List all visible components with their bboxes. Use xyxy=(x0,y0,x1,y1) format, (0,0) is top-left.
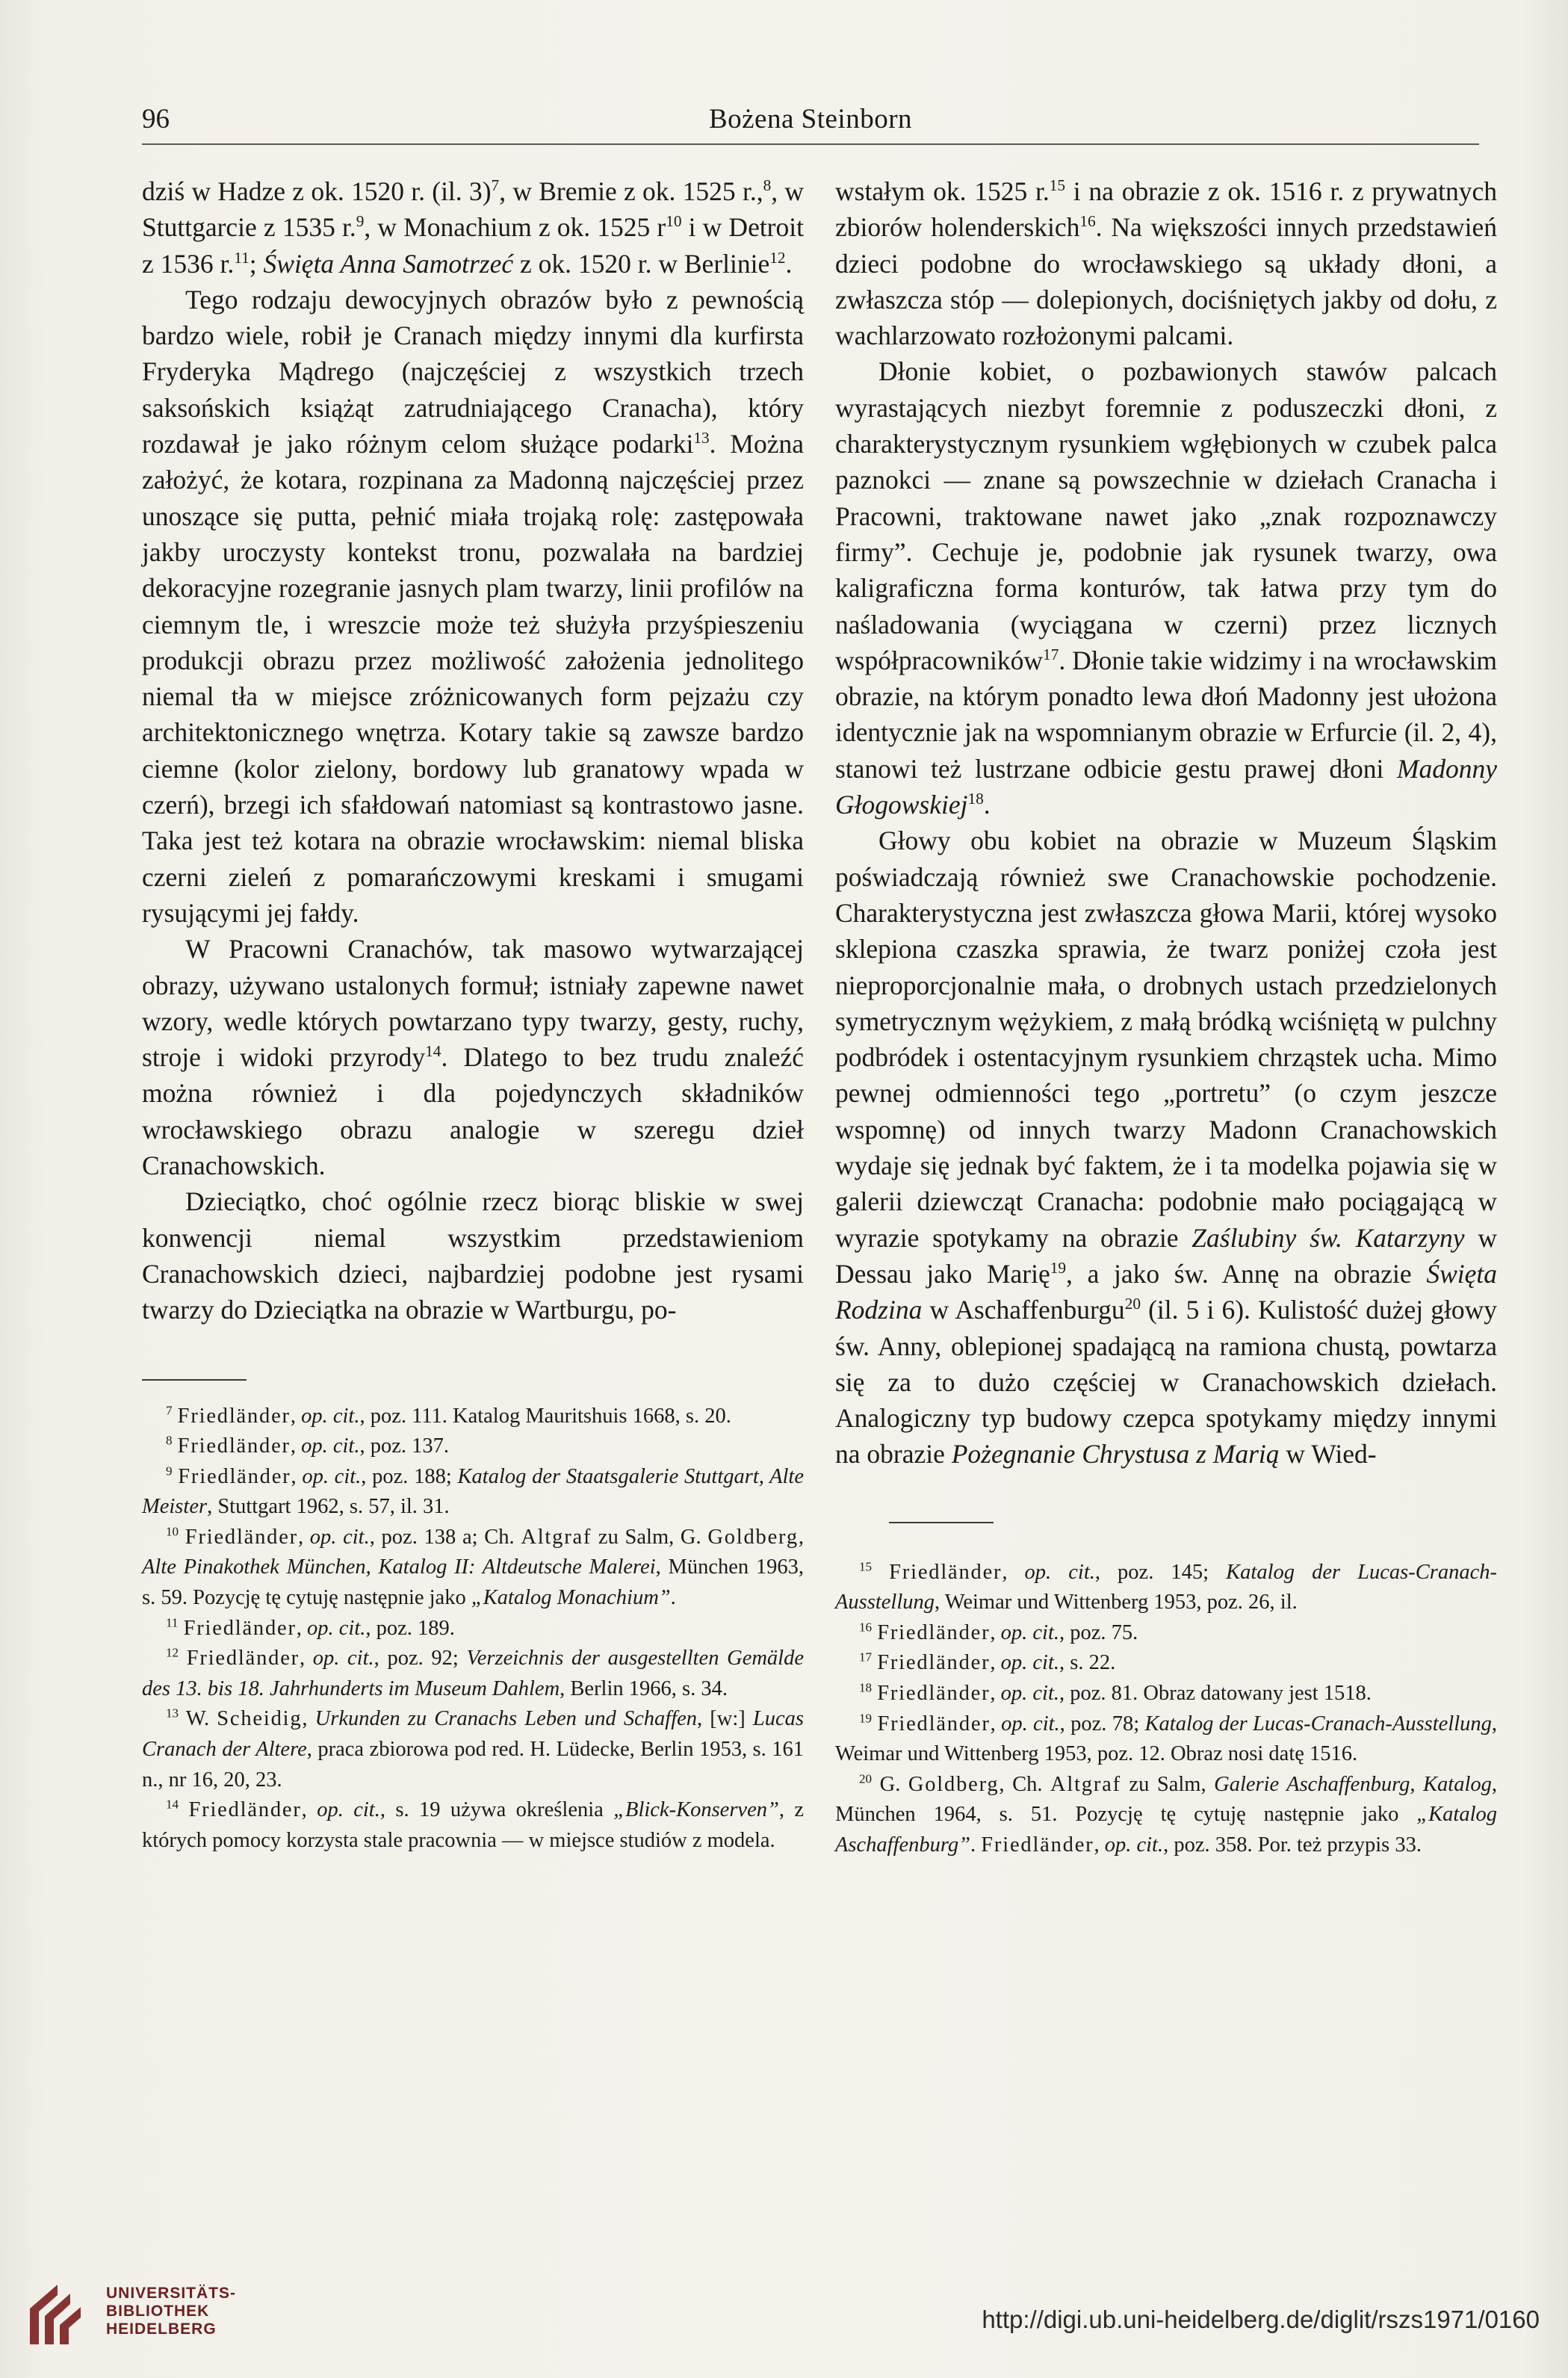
body-paragraph: Głowy obu kobiet na obrazie w Muzeum Śląskim poświadczają również swe Cranachowskie pochodzenie. Charakterystyczna jest zwłaszcza głowa Marii, której wysoko sklepiona czaszka sprawia, że twarz poniżej czoła jest nieproporcjonalnie mała, o drobnych ustach przedzielonych symetrycznym wężykiem, z małą bródką wciśniętą w pulchny podbródek i ostentacyjnym rysunkiem chrząstek ucha. Mimo pewnej odmienności tego „portretu” (o czym jeszcze wspomnę) od innych twarzy Madonn Cranachowskich wydaje się jednak być faktem, że i ta modelka pojawia się w galerii dziewcząt Cranacha: podobnie mało pociągającą w wyrazie spotykamy na obrazie Zaślubiny św. Katarzyny w Dessau jako Marię$^{19}$, a jako św. Annę na obrazie Święta Rodzina w Aschaffenburgu$^{20}$ (il. 5 i 6). Kulistość dużej głowy św. Anny, oblepionej spadającą na ramiona chustą, powtarza się za to dużo częściej w Cranachowskich dziełach. Analogiczny typ budowy czepca spotykamy między innymi na obrazie Pożegnanie Chrystusa z Marią w Wied- xyxy=(835,826,1497,1470)
source-url-link[interactable]: http://digi.ub.uni-heidelberg.de/diglit/rszs1971/0160 xyxy=(982,2306,1540,2333)
footnote-separator xyxy=(889,1522,994,1523)
right-column xyxy=(835,173,1497,1861)
footnote: $^{12}$ Friedländer, op. cit., poz. 92; Verzeichnis der ausgestellten Gemälde des 13. bis 18. Jahrhunderts im Museum Dahlem, Berlin 1966, s. 34. xyxy=(142,1645,804,1700)
footnote: $^{10}$ Friedländer, op. cit., poz. 138 a; Ch. Altgraf zu Salm, G. Goldberg, Alte Pinakothek München, Katalog II: Altdeutsche Malerei, München 1963, s. 59. Pozycję tę cytuję następnie jako „Katalog Monachium”. xyxy=(142,1524,804,1610)
footnote: $^7$ Friedländer, op. cit., poz. 111. Katalog Mauritshuis 1668, s. 20. xyxy=(166,1403,731,1428)
footnote: $^{17}$ Friedländer, op. cit., s. 22. xyxy=(859,1650,1116,1675)
body-paragraph: Tego rodzaju dewocyjnych obrazów było z pewnością bardzo wiele, robił je Cranach między innymi dla kurfirsta Fryderyka Mądrego (najczęściej z wszystkich trzech saksońskich książąt zatrudniającego Cranacha), który rozdawał je jako różnym celom służące podarki$^{13}$. Można założyć, że kotara, rozpinana za Madonną najczęściej przez unoszące się putta, pełnić miała trojaką rolę: zastępowała jakby uroczysty kontekst tronu, pozwalała na bardziej dekoracyjne rozegranie jasnych plam twarzy, linii profilów na ciemnym tle, i wreszcie może też służyła przyśpieszeniu produkcji obrazu przez możliwość założenia jednolitego niemal tła w miejsce zróżnicowanych form pejzażu czy architektonicznego wnętrza. Kotary takie są zawsze bardzo ciemne (kolor zielony, bordowy lub granatowy wpada w czerń), brzegi ich sfałdowań natomiast są kontrastowo jasne. Taka jest też kotara na obrazie wrocławskim: niemal bliska czerni zieleń z pomarańczowymi kreskami i smugami rysującymi jej fałdy. xyxy=(142,284,804,928)
library-logo[interactable] xyxy=(16,2279,241,2353)
page-number: 96 xyxy=(142,104,170,134)
right-body-text xyxy=(835,173,1497,1473)
library-name-line: HEIDELBERG xyxy=(106,2320,217,2338)
right-footnotes xyxy=(835,1558,1497,1861)
body-paragraph: Dzieciątko, choć ogólnie rzecz biorąc bliskie w swej konwencji niemal wszystkim przedstawieniom Cranachowskich dzieci, najbardziej podobne jest rysami twarzy do Dzieciątka na obrazie w Wartburgu, po- xyxy=(142,1186,804,1325)
library-name xyxy=(106,2285,236,2338)
footnote: $^{18}$ Friedländer, op. cit., poz. 81. Obraz datowany jest 1518. xyxy=(859,1680,1372,1706)
body-paragraph: wstałym ok. 1525 r.$^{15}$ i na obrazie z ok. 1516 r. z prywatnych zbiorów holenderskich$^{16}$. Na większości innych przedstawień dzieci podobne do wrocławskiego są układy dłoni, a zwłaszcza stóp — dolepionych, dociśniętych jakby od dołu, z wachlarzowato rozłożonymi palcami. xyxy=(835,176,1497,351)
footnote: $^9$ Friedländer, op. cit., poz. 188; Katalog der Staatsgalerie Stuttgart, Alte Meister, Stuttgart 1962, s. 57, il. 31. xyxy=(142,1464,804,1519)
footnote: $^{14}$ Friedländer, op. cit., s. 19 używa określenia „Blick-Konserven”, z których pomocy korzysta stale pracownia — w miejsce studiów z modela. xyxy=(142,1797,805,1852)
footnote: $^8$ Friedländer, op. cit., poz. 137. xyxy=(166,1433,449,1458)
footnote: $^{11}$ Friedländer, op. cit., poz. 189. xyxy=(166,1615,455,1640)
left-column xyxy=(142,173,804,1856)
footnote: $^{16}$ Friedländer, op. cit., poz. 75. xyxy=(859,1620,1138,1644)
body-paragraph: dziś w Hadze z ok. 1520 r. (il. 3)$^7$, w Bremie z ok. 1525 r.,$^8$, w Stuttgarcie z 1535 r.$^9$, w Monachium z ok. 1525 $r^{10}$ i w Detroit z 1536 r.$^{11}$; Święta Anna Samotrzeć z ok. 1520 r. w Berlinie$^{12}$. xyxy=(142,176,805,279)
body-paragraph: Dłonie kobiet, o pozbawionych stawów palcach wyrastających niezbyt foremnie z poduszeczki dłoni, z charakterystycznym rysunkiem wgłębionych w czubek palca paznokci — znane są powszechnie w dziełach Cranacha i Pracowni, traktowane nawet jako „znak rozpoznawczy firmy”. Cechuje je, podobnie jak rysunek twarzy, owa kaligraficzna forma konturów, tak łatwa przy tym do naśladowania (wyciągana w czerni) przez licznych współpracowników$^{17}$. Dłonie takie widzimy i na wrocławskim obrazie, na którym ponadto lewa dłoń Madonny jest ułożona identycznie jak na wspomnianym obrazie w Erfurcie (il. 2, 4), stanowi też lustrzane odbicie gestu prawej dłoni Madonny Głogowskiej$^{18}$. xyxy=(835,356,1497,820)
footnote: $^{19}$ Friedländer, op. cit., poz. 78; Katalog der Lucas-Cranach-Ausstellung, Weimar und Wittenberg 1953, poz. 12. Obraz nosi datę 1516. xyxy=(835,1711,1497,1766)
body-paragraph: W Pracowni Cranachów, tak masowo wytwarzającej obrazy, używano ustalonych formuł; istniały zapewne nawet wzory, wedle których powtarzano typy twarzy, gesty, ruchy, stroje i widoki przyrody$^{14}$. Dlatego to bez trudu znaleźć można również i dla pojedynczych składników wrocławskiego obrazu analogie w szeregu dzieł Cranachowskich. xyxy=(142,934,804,1181)
running-head: Bożena Steinborn xyxy=(708,104,913,134)
left-footnotes xyxy=(142,1402,804,1857)
library-name-line: UNIVERSITÄTS- xyxy=(106,2285,237,2302)
footnote: $^{13}$ W. Scheidig, Urkunden zu Cranachs Leben und Schaffen, [w:] Lucas Cranach der Altere, praca zbiorowa pod red. H. Lüdecke, Berlin 1953, s. 161 n., nr 16, 20, 23. xyxy=(142,1706,804,1792)
library-name-line: BIBLIOTHEK xyxy=(106,2303,210,2320)
footnote: $^{20}$ G. Goldberg, Ch. Altgraf zu Salm, Galerie Aschaffenburg, Katalog, München 1964, s. 51. Pozycję tę cytuję następnie jako „Katalog Aschaffenburg”. Friedländer, op. cit., poz. 358. Por. też przypis 33. xyxy=(835,1771,1497,1857)
footnote-separator xyxy=(142,1379,247,1381)
left-body-text xyxy=(142,173,804,1328)
page-header xyxy=(142,99,1479,145)
library-emblem-icon xyxy=(16,2279,91,2353)
footnote: $^{15}$ Friedländer, op. cit., poz. 145; Katalog der Lucas-Cranach-Ausstellung, Weimar und Wittenberg 1953, poz. 26, il. xyxy=(835,1559,1497,1614)
